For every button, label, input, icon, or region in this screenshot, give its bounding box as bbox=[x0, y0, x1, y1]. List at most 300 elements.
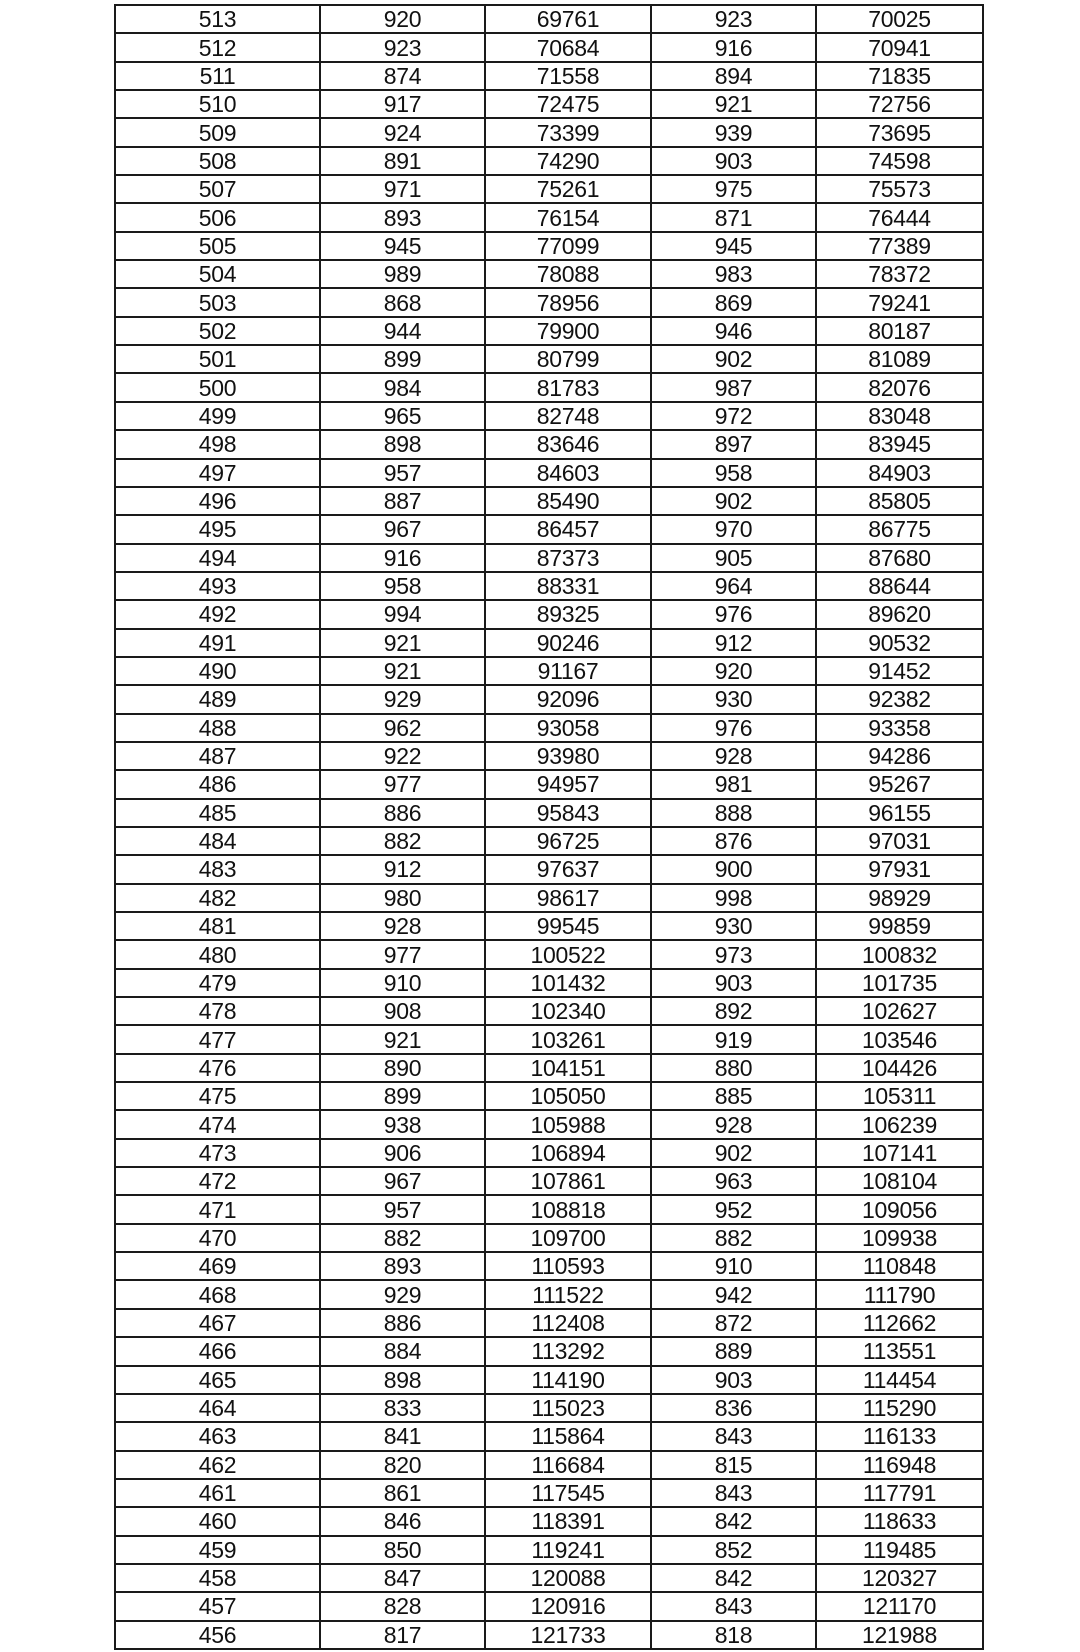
cumulative-a-cell: 109700 bbox=[485, 1224, 651, 1252]
cumulative-b-cell: 99859 bbox=[816, 912, 983, 940]
table-row bbox=[115, 1479, 983, 1507]
score-cell: 507 bbox=[115, 175, 320, 203]
cumulative-a-cell: 118391 bbox=[485, 1507, 651, 1535]
table-row bbox=[115, 1337, 983, 1365]
cumulative-a-cell: 79900 bbox=[485, 317, 651, 345]
score-cell: 469 bbox=[115, 1252, 320, 1280]
count-b-cell: 976 bbox=[651, 714, 816, 742]
cumulative-b-cell: 112662 bbox=[816, 1309, 983, 1337]
table-row bbox=[115, 1451, 983, 1479]
cumulative-b-cell: 73695 bbox=[816, 118, 983, 146]
score-cell: 466 bbox=[115, 1337, 320, 1365]
score-cell: 475 bbox=[115, 1082, 320, 1110]
count-a-cell: 967 bbox=[320, 1167, 485, 1195]
cumulative-b-cell: 110848 bbox=[816, 1252, 983, 1280]
cumulative-b-cell: 106239 bbox=[816, 1110, 983, 1138]
count-b-cell: 928 bbox=[651, 1110, 816, 1138]
count-a-cell: 938 bbox=[320, 1110, 485, 1138]
cumulative-a-cell: 94957 bbox=[485, 770, 651, 798]
count-a-cell: 921 bbox=[320, 1025, 485, 1053]
table-row bbox=[115, 827, 983, 855]
cumulative-b-cell: 101735 bbox=[816, 969, 983, 997]
score-cell: 491 bbox=[115, 629, 320, 657]
table-row bbox=[115, 572, 983, 600]
score-cell: 509 bbox=[115, 118, 320, 146]
cumulative-b-cell: 78372 bbox=[816, 260, 983, 288]
cumulative-a-cell: 92096 bbox=[485, 685, 651, 713]
count-b-cell: 945 bbox=[651, 232, 816, 260]
cumulative-a-cell: 117545 bbox=[485, 1479, 651, 1507]
score-cell: 501 bbox=[115, 345, 320, 373]
count-a-cell: 874 bbox=[320, 62, 485, 90]
score-cell: 494 bbox=[115, 544, 320, 572]
table-row bbox=[115, 515, 983, 543]
count-b-cell: 842 bbox=[651, 1507, 816, 1535]
count-b-cell: 912 bbox=[651, 629, 816, 657]
count-a-cell: 906 bbox=[320, 1139, 485, 1167]
table-row bbox=[115, 855, 983, 883]
cumulative-b-cell: 97931 bbox=[816, 855, 983, 883]
count-b-cell: 815 bbox=[651, 1451, 816, 1479]
count-b-cell: 852 bbox=[651, 1536, 816, 1564]
score-cell: 471 bbox=[115, 1195, 320, 1223]
score-cell: 478 bbox=[115, 997, 320, 1025]
count-a-cell: 898 bbox=[320, 1366, 485, 1394]
table-row bbox=[115, 345, 983, 373]
count-a-cell: 891 bbox=[320, 147, 485, 175]
count-b-cell: 972 bbox=[651, 402, 816, 430]
cumulative-a-cell: 71558 bbox=[485, 62, 651, 90]
cumulative-a-cell: 110593 bbox=[485, 1252, 651, 1280]
cumulative-b-cell: 105311 bbox=[816, 1082, 983, 1110]
cumulative-a-cell: 86457 bbox=[485, 515, 651, 543]
score-cell: 488 bbox=[115, 714, 320, 742]
cumulative-b-cell: 104426 bbox=[816, 1054, 983, 1082]
count-b-cell: 916 bbox=[651, 33, 816, 61]
score-cell: 503 bbox=[115, 288, 320, 316]
table-row bbox=[115, 487, 983, 515]
score-cell: 510 bbox=[115, 90, 320, 118]
cumulative-b-cell: 109938 bbox=[816, 1224, 983, 1252]
table-row bbox=[115, 232, 983, 260]
count-b-cell: 975 bbox=[651, 175, 816, 203]
cumulative-a-cell: 101432 bbox=[485, 969, 651, 997]
score-cell: 481 bbox=[115, 912, 320, 940]
cumulative-a-cell: 83646 bbox=[485, 430, 651, 458]
score-cell: 461 bbox=[115, 1479, 320, 1507]
count-b-cell: 872 bbox=[651, 1309, 816, 1337]
score-cell: 486 bbox=[115, 770, 320, 798]
count-a-cell: 977 bbox=[320, 940, 485, 968]
score-cell: 482 bbox=[115, 884, 320, 912]
count-a-cell: 884 bbox=[320, 1337, 485, 1365]
table-row bbox=[115, 5, 983, 33]
score-cell: 460 bbox=[115, 1507, 320, 1535]
count-a-cell: 817 bbox=[320, 1621, 485, 1649]
table-row bbox=[115, 1394, 983, 1422]
count-b-cell: 923 bbox=[651, 5, 816, 33]
table-row bbox=[115, 33, 983, 61]
cumulative-b-cell: 84903 bbox=[816, 459, 983, 487]
cumulative-a-cell: 100522 bbox=[485, 940, 651, 968]
score-cell: 483 bbox=[115, 855, 320, 883]
count-a-cell: 958 bbox=[320, 572, 485, 600]
score-cell: 467 bbox=[115, 1309, 320, 1337]
cumulative-a-cell: 84603 bbox=[485, 459, 651, 487]
count-a-cell: 928 bbox=[320, 912, 485, 940]
cumulative-b-cell: 70941 bbox=[816, 33, 983, 61]
count-a-cell: 924 bbox=[320, 118, 485, 146]
cumulative-b-cell: 81089 bbox=[816, 345, 983, 373]
count-a-cell: 957 bbox=[320, 1195, 485, 1223]
count-b-cell: 946 bbox=[651, 317, 816, 345]
count-b-cell: 987 bbox=[651, 373, 816, 401]
count-b-cell: 939 bbox=[651, 118, 816, 146]
cumulative-a-cell: 93058 bbox=[485, 714, 651, 742]
count-b-cell: 843 bbox=[651, 1592, 816, 1620]
cumulative-b-cell: 85805 bbox=[816, 487, 983, 515]
cumulative-b-cell: 109056 bbox=[816, 1195, 983, 1223]
score-cell: 498 bbox=[115, 430, 320, 458]
score-cell: 508 bbox=[115, 147, 320, 175]
count-a-cell: 916 bbox=[320, 544, 485, 572]
cumulative-a-cell: 120916 bbox=[485, 1592, 651, 1620]
cumulative-a-cell: 77099 bbox=[485, 232, 651, 260]
cumulative-a-cell: 75261 bbox=[485, 175, 651, 203]
count-a-cell: 886 bbox=[320, 1309, 485, 1337]
cumulative-a-cell: 97637 bbox=[485, 855, 651, 883]
cumulative-a-cell: 103261 bbox=[485, 1025, 651, 1053]
count-b-cell: 836 bbox=[651, 1394, 816, 1422]
table-row bbox=[115, 317, 983, 345]
count-b-cell: 900 bbox=[651, 855, 816, 883]
cumulative-b-cell: 86775 bbox=[816, 515, 983, 543]
cumulative-b-cell: 116133 bbox=[816, 1422, 983, 1450]
cumulative-a-cell: 99545 bbox=[485, 912, 651, 940]
count-b-cell: 976 bbox=[651, 600, 816, 628]
count-b-cell: 892 bbox=[651, 997, 816, 1025]
count-b-cell: 842 bbox=[651, 1564, 816, 1592]
count-a-cell: 944 bbox=[320, 317, 485, 345]
cumulative-a-cell: 111522 bbox=[485, 1280, 651, 1308]
cumulative-b-cell: 91452 bbox=[816, 657, 983, 685]
table-row bbox=[115, 1054, 983, 1082]
cumulative-b-cell: 89620 bbox=[816, 600, 983, 628]
cumulative-b-cell: 71835 bbox=[816, 62, 983, 90]
score-cell: 506 bbox=[115, 203, 320, 231]
score-cell: 470 bbox=[115, 1224, 320, 1252]
count-a-cell: 828 bbox=[320, 1592, 485, 1620]
cumulative-a-cell: 78956 bbox=[485, 288, 651, 316]
table-row bbox=[115, 1536, 983, 1564]
score-cell: 493 bbox=[115, 572, 320, 600]
count-b-cell: 903 bbox=[651, 969, 816, 997]
count-a-cell: 989 bbox=[320, 260, 485, 288]
cumulative-b-cell: 107141 bbox=[816, 1139, 983, 1167]
score-cell: 472 bbox=[115, 1167, 320, 1195]
count-b-cell: 920 bbox=[651, 657, 816, 685]
cumulative-a-cell: 114190 bbox=[485, 1366, 651, 1394]
table-row bbox=[115, 629, 983, 657]
table-row bbox=[115, 175, 983, 203]
count-a-cell: 929 bbox=[320, 685, 485, 713]
cumulative-a-cell: 88331 bbox=[485, 572, 651, 600]
count-b-cell: 903 bbox=[651, 1366, 816, 1394]
count-b-cell: 888 bbox=[651, 799, 816, 827]
score-cell: 513 bbox=[115, 5, 320, 33]
count-a-cell: 920 bbox=[320, 5, 485, 33]
cumulative-b-cell: 83048 bbox=[816, 402, 983, 430]
score-cell: 479 bbox=[115, 969, 320, 997]
count-b-cell: 871 bbox=[651, 203, 816, 231]
cumulative-b-cell: 90532 bbox=[816, 629, 983, 657]
count-a-cell: 868 bbox=[320, 288, 485, 316]
count-a-cell: 921 bbox=[320, 629, 485, 657]
table-row bbox=[115, 147, 983, 175]
cumulative-b-cell: 93358 bbox=[816, 714, 983, 742]
count-b-cell: 902 bbox=[651, 1139, 816, 1167]
cumulative-a-cell: 73399 bbox=[485, 118, 651, 146]
count-a-cell: 847 bbox=[320, 1564, 485, 1592]
count-b-cell: 963 bbox=[651, 1167, 816, 1195]
count-b-cell: 970 bbox=[651, 515, 816, 543]
score-cell: 477 bbox=[115, 1025, 320, 1053]
cumulative-a-cell: 93980 bbox=[485, 742, 651, 770]
count-b-cell: 998 bbox=[651, 884, 816, 912]
score-cell: 474 bbox=[115, 1110, 320, 1138]
score-cell: 458 bbox=[115, 1564, 320, 1592]
score-cell: 489 bbox=[115, 685, 320, 713]
count-b-cell: 964 bbox=[651, 572, 816, 600]
table-row bbox=[115, 799, 983, 827]
count-b-cell: 902 bbox=[651, 487, 816, 515]
cumulative-b-cell: 119485 bbox=[816, 1536, 983, 1564]
cumulative-b-cell: 111790 bbox=[816, 1280, 983, 1308]
score-cell: 495 bbox=[115, 515, 320, 543]
cumulative-b-cell: 102627 bbox=[816, 997, 983, 1025]
count-a-cell: 893 bbox=[320, 1252, 485, 1280]
table-row bbox=[115, 657, 983, 685]
count-a-cell: 962 bbox=[320, 714, 485, 742]
cumulative-b-cell: 100832 bbox=[816, 940, 983, 968]
cumulative-a-cell: 95843 bbox=[485, 799, 651, 827]
count-a-cell: 923 bbox=[320, 33, 485, 61]
count-a-cell: 841 bbox=[320, 1422, 485, 1450]
table-row bbox=[115, 260, 983, 288]
cumulative-a-cell: 121733 bbox=[485, 1621, 651, 1649]
score-cell: 457 bbox=[115, 1592, 320, 1620]
count-a-cell: 833 bbox=[320, 1394, 485, 1422]
cumulative-a-cell: 116684 bbox=[485, 1451, 651, 1479]
count-a-cell: 893 bbox=[320, 203, 485, 231]
score-cell: 504 bbox=[115, 260, 320, 288]
cumulative-b-cell: 118633 bbox=[816, 1507, 983, 1535]
cumulative-b-cell: 83945 bbox=[816, 430, 983, 458]
table-row bbox=[115, 459, 983, 487]
count-a-cell: 882 bbox=[320, 1224, 485, 1252]
count-b-cell: 903 bbox=[651, 147, 816, 175]
cumulative-a-cell: 80799 bbox=[485, 345, 651, 373]
cumulative-b-cell: 72756 bbox=[816, 90, 983, 118]
cumulative-a-cell: 72475 bbox=[485, 90, 651, 118]
cumulative-a-cell: 96725 bbox=[485, 827, 651, 855]
table-row bbox=[115, 1139, 983, 1167]
count-b-cell: 981 bbox=[651, 770, 816, 798]
score-cell: 480 bbox=[115, 940, 320, 968]
count-a-cell: 967 bbox=[320, 515, 485, 543]
cumulative-a-cell: 119241 bbox=[485, 1536, 651, 1564]
table-row bbox=[115, 685, 983, 713]
cumulative-a-cell: 105988 bbox=[485, 1110, 651, 1138]
count-a-cell: 912 bbox=[320, 855, 485, 883]
table-row bbox=[115, 1224, 983, 1252]
cumulative-b-cell: 79241 bbox=[816, 288, 983, 316]
count-a-cell: 899 bbox=[320, 1082, 485, 1110]
score-cell: 473 bbox=[115, 1139, 320, 1167]
count-a-cell: 846 bbox=[320, 1507, 485, 1535]
count-b-cell: 876 bbox=[651, 827, 816, 855]
cumulative-b-cell: 114454 bbox=[816, 1366, 983, 1394]
table-row bbox=[115, 1167, 983, 1195]
score-cell: 485 bbox=[115, 799, 320, 827]
cumulative-a-cell: 104151 bbox=[485, 1054, 651, 1082]
score-cell: 497 bbox=[115, 459, 320, 487]
count-b-cell: 942 bbox=[651, 1280, 816, 1308]
cumulative-a-cell: 81783 bbox=[485, 373, 651, 401]
table-row bbox=[115, 1110, 983, 1138]
cumulative-a-cell: 76154 bbox=[485, 203, 651, 231]
count-a-cell: 886 bbox=[320, 799, 485, 827]
table-row bbox=[115, 118, 983, 146]
score-cell: 476 bbox=[115, 1054, 320, 1082]
table-row bbox=[115, 714, 983, 742]
count-b-cell: 894 bbox=[651, 62, 816, 90]
cumulative-a-cell: 106894 bbox=[485, 1139, 651, 1167]
table-row bbox=[115, 912, 983, 940]
score-cell: 459 bbox=[115, 1536, 320, 1564]
cumulative-b-cell: 75573 bbox=[816, 175, 983, 203]
cumulative-b-cell: 120327 bbox=[816, 1564, 983, 1592]
cumulative-b-cell: 108104 bbox=[816, 1167, 983, 1195]
table-row bbox=[115, 600, 983, 628]
table-row bbox=[115, 770, 983, 798]
cumulative-a-cell: 70684 bbox=[485, 33, 651, 61]
score-cell: 465 bbox=[115, 1366, 320, 1394]
cumulative-a-cell: 91167 bbox=[485, 657, 651, 685]
cumulative-a-cell: 107861 bbox=[485, 1167, 651, 1195]
count-a-cell: 887 bbox=[320, 487, 485, 515]
cumulative-a-cell: 82748 bbox=[485, 402, 651, 430]
count-a-cell: 994 bbox=[320, 600, 485, 628]
score-cell: 511 bbox=[115, 62, 320, 90]
cumulative-b-cell: 115290 bbox=[816, 1394, 983, 1422]
cumulative-a-cell: 78088 bbox=[485, 260, 651, 288]
cumulative-b-cell: 74598 bbox=[816, 147, 983, 175]
score-cell: 512 bbox=[115, 33, 320, 61]
cumulative-a-cell: 113292 bbox=[485, 1337, 651, 1365]
count-a-cell: 965 bbox=[320, 402, 485, 430]
cumulative-b-cell: 116948 bbox=[816, 1451, 983, 1479]
cumulative-b-cell: 98929 bbox=[816, 884, 983, 912]
score-cell: 505 bbox=[115, 232, 320, 260]
table-row bbox=[115, 940, 983, 968]
cumulative-a-cell: 102340 bbox=[485, 997, 651, 1025]
count-b-cell: 973 bbox=[651, 940, 816, 968]
cumulative-a-cell: 120088 bbox=[485, 1564, 651, 1592]
count-b-cell: 843 bbox=[651, 1422, 816, 1450]
count-a-cell: 898 bbox=[320, 430, 485, 458]
table-row bbox=[115, 430, 983, 458]
cumulative-a-cell: 115023 bbox=[485, 1394, 651, 1422]
cumulative-a-cell: 112408 bbox=[485, 1309, 651, 1337]
table-row bbox=[115, 1592, 983, 1620]
count-a-cell: 882 bbox=[320, 827, 485, 855]
count-a-cell: 922 bbox=[320, 742, 485, 770]
count-a-cell: 945 bbox=[320, 232, 485, 260]
count-b-cell: 958 bbox=[651, 459, 816, 487]
count-b-cell: 919 bbox=[651, 1025, 816, 1053]
count-a-cell: 984 bbox=[320, 373, 485, 401]
score-cell: 463 bbox=[115, 1422, 320, 1450]
table-row bbox=[115, 742, 983, 770]
count-b-cell: 930 bbox=[651, 912, 816, 940]
score-cell: 490 bbox=[115, 657, 320, 685]
count-b-cell: 928 bbox=[651, 742, 816, 770]
cumulative-b-cell: 88644 bbox=[816, 572, 983, 600]
count-b-cell: 880 bbox=[651, 1054, 816, 1082]
table-row bbox=[115, 288, 983, 316]
score-cell: 496 bbox=[115, 487, 320, 515]
table-row bbox=[115, 1280, 983, 1308]
count-a-cell: 980 bbox=[320, 884, 485, 912]
count-b-cell: 910 bbox=[651, 1252, 816, 1280]
cumulative-b-cell: 96155 bbox=[816, 799, 983, 827]
score-cell: 502 bbox=[115, 317, 320, 345]
cumulative-a-cell: 85490 bbox=[485, 487, 651, 515]
cumulative-a-cell: 115864 bbox=[485, 1422, 651, 1450]
count-b-cell: 889 bbox=[651, 1337, 816, 1365]
count-a-cell: 910 bbox=[320, 969, 485, 997]
count-a-cell: 890 bbox=[320, 1054, 485, 1082]
count-b-cell: 885 bbox=[651, 1082, 816, 1110]
count-a-cell: 917 bbox=[320, 90, 485, 118]
count-a-cell: 850 bbox=[320, 1536, 485, 1564]
table-row bbox=[115, 90, 983, 118]
table-row bbox=[115, 62, 983, 90]
count-b-cell: 952 bbox=[651, 1195, 816, 1223]
count-b-cell: 882 bbox=[651, 1224, 816, 1252]
table-row bbox=[115, 997, 983, 1025]
count-a-cell: 977 bbox=[320, 770, 485, 798]
score-cell: 462 bbox=[115, 1451, 320, 1479]
score-cell: 464 bbox=[115, 1394, 320, 1422]
cumulative-b-cell: 121988 bbox=[816, 1621, 983, 1649]
table-row bbox=[115, 1422, 983, 1450]
table-row bbox=[115, 1366, 983, 1394]
cumulative-a-cell: 105050 bbox=[485, 1082, 651, 1110]
cumulative-a-cell: 98617 bbox=[485, 884, 651, 912]
count-a-cell: 921 bbox=[320, 657, 485, 685]
count-b-cell: 921 bbox=[651, 90, 816, 118]
count-a-cell: 861 bbox=[320, 1479, 485, 1507]
table-row bbox=[115, 1507, 983, 1535]
table-row bbox=[115, 544, 983, 572]
count-b-cell: 818 bbox=[651, 1621, 816, 1649]
count-a-cell: 957 bbox=[320, 459, 485, 487]
count-b-cell: 902 bbox=[651, 345, 816, 373]
cumulative-b-cell: 95267 bbox=[816, 770, 983, 798]
cumulative-b-cell: 121170 bbox=[816, 1592, 983, 1620]
